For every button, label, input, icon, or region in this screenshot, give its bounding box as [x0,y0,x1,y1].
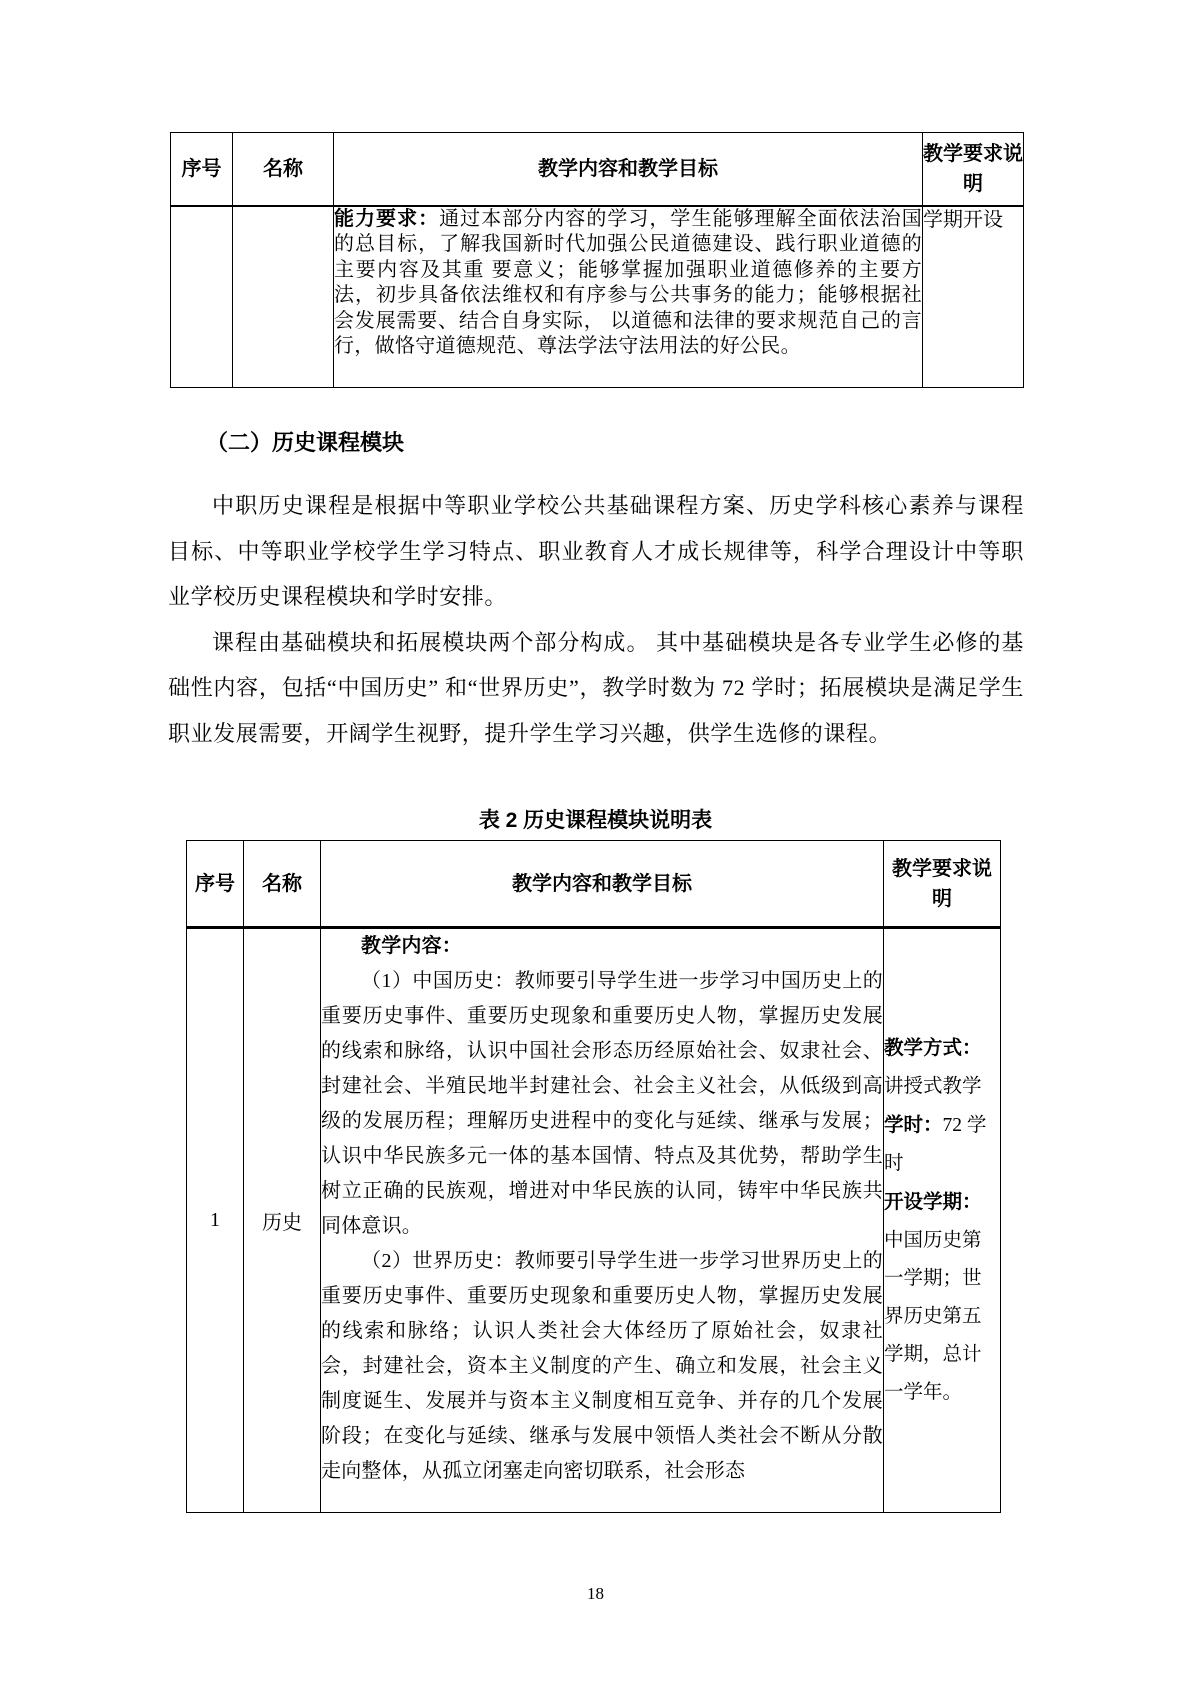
ability-requirement-paragraph [334,207,922,361]
china-history-paragraph: （1）中国历史：教师要引导学生进一步学习中国历史上的重要历史事件、重要历史现象和重要历史人物，掌握历史发展的线索和脉络，认识中国社会形态历经原始社会、奴隶社会、封建社会、半殖民地半封建社会、社会主义社会，从低级到高级的发展历程；理解历史进程中的变化与延续、继承与发展；认识中华民族多元一体的基本国情、特点及其优势，帮助学生树立正确的民族观，增进对中华民族的认同，铸牢中华民族共同体意识。 [321,970,883,1237]
table2-body-row [187,928,1001,1513]
table1-index-cell [171,206,233,388]
semester-label: 开设学期： [884,1191,982,1213]
section-heading: （二）历史课程模块 [206,430,405,455]
table2-header-xuhao: 序号 [187,841,244,928]
table1-header-row [171,133,1024,206]
table2-header-mingcheng: 名称 [244,841,321,928]
table2-header-row [187,841,1001,928]
ability-requirement-label: 能力要求： [334,207,440,230]
semester-value: 中国历史第一学期；世界历史第五学期，总计一学年。 [884,1230,982,1403]
teaching-method-value: 讲授式教学 [884,1076,982,1097]
table1-header-requirement: 教学要求说明 [923,133,1024,206]
hours-line: 学时：72 学时 [884,1114,987,1174]
table1-name-cell [233,206,334,388]
table1-header-xuhao: 序号 [171,133,233,206]
table2-requirement-cell [884,928,1001,1513]
table2-caption: 表 2 历史课程模块说明表 [478,809,713,832]
table2-header-content: 教学内容和教学目标 [321,841,884,928]
table2-content-cell [321,928,884,1513]
table1-requirement-cell: 学期开设 [923,206,1024,388]
world-history-paragraph: （2）世界历史：教师要引导学生进一步学习世界历史上的重要历史事件、重要历史现象和重要历史人物，掌握历史发展的线索和脉络；认识人类社会大体经历了原始社会，奴隶社会，封建社会，资本主义制度的产生、确立和发展，社会主义制度诞生、发展并与资本主义制度相互竞争、并存的几个发展阶段；在变化与延续、继承与发展中领悟人类社会不断从分散走向整体，从孤立闭塞走向密切联系，社会形态 [321,1250,883,1482]
requirement-block [884,1029,1000,1412]
table2-header-requirement: 教学要求说明 [884,841,1001,928]
teaching-method-label: 教学方式： [884,1037,982,1059]
ability-requirement-text: 通过本部分内容的学习，学生能够理解全面依法治国的总目标，了解我国新时代加强公民道德建设、践行职业道德的主要内容及其重 要意义；能够掌握加强职业道德修养的主要方法，初步具备依法维权和有序参与公共事务的能力；能够根据社会发展需要、结合自身实际， 以道德和法律的要求规范自己的言行，做恪守道德规范、尊法学法守法用法的好公民。 [334,207,923,358]
paragraph-1: 中职历史课程是根据中等职业学校公共基础课程方案、历史学科核心素养与课程目标、中等职业学校学生学习特点、职业教育人才成长规律等，科学合理设计中等职业学校历史课程模块和学时安排。 [168,493,1024,610]
page-number: 18 [587,1584,604,1603]
table1-body-row [171,206,1024,388]
table1-content-cell [334,206,923,388]
table1-header-content: 教学内容和教学目标 [334,133,923,206]
teaching-content-heading: 教学内容： [361,935,462,957]
table1-header-mingcheng: 名称 [233,133,334,206]
table2-name-cell: 历史 [244,928,321,1513]
paragraph-2: 课程由基础模块和拓展模块两个部分构成。 其中基础模块是各专业学生必修的基础性内容，包括“中国历史” 和“世界历史”，教学时数为 72 学时；拓展模块是满足学生职业发展需要，开阔学生视野，提升学生学习兴趣，供学生选修的课程。 [168,629,1024,746]
history-module-table [186,840,1001,1513]
module-table-continued [170,132,1024,388]
section-paragraphs [168,483,1024,757]
table2-index-cell: 1 [187,928,244,1513]
